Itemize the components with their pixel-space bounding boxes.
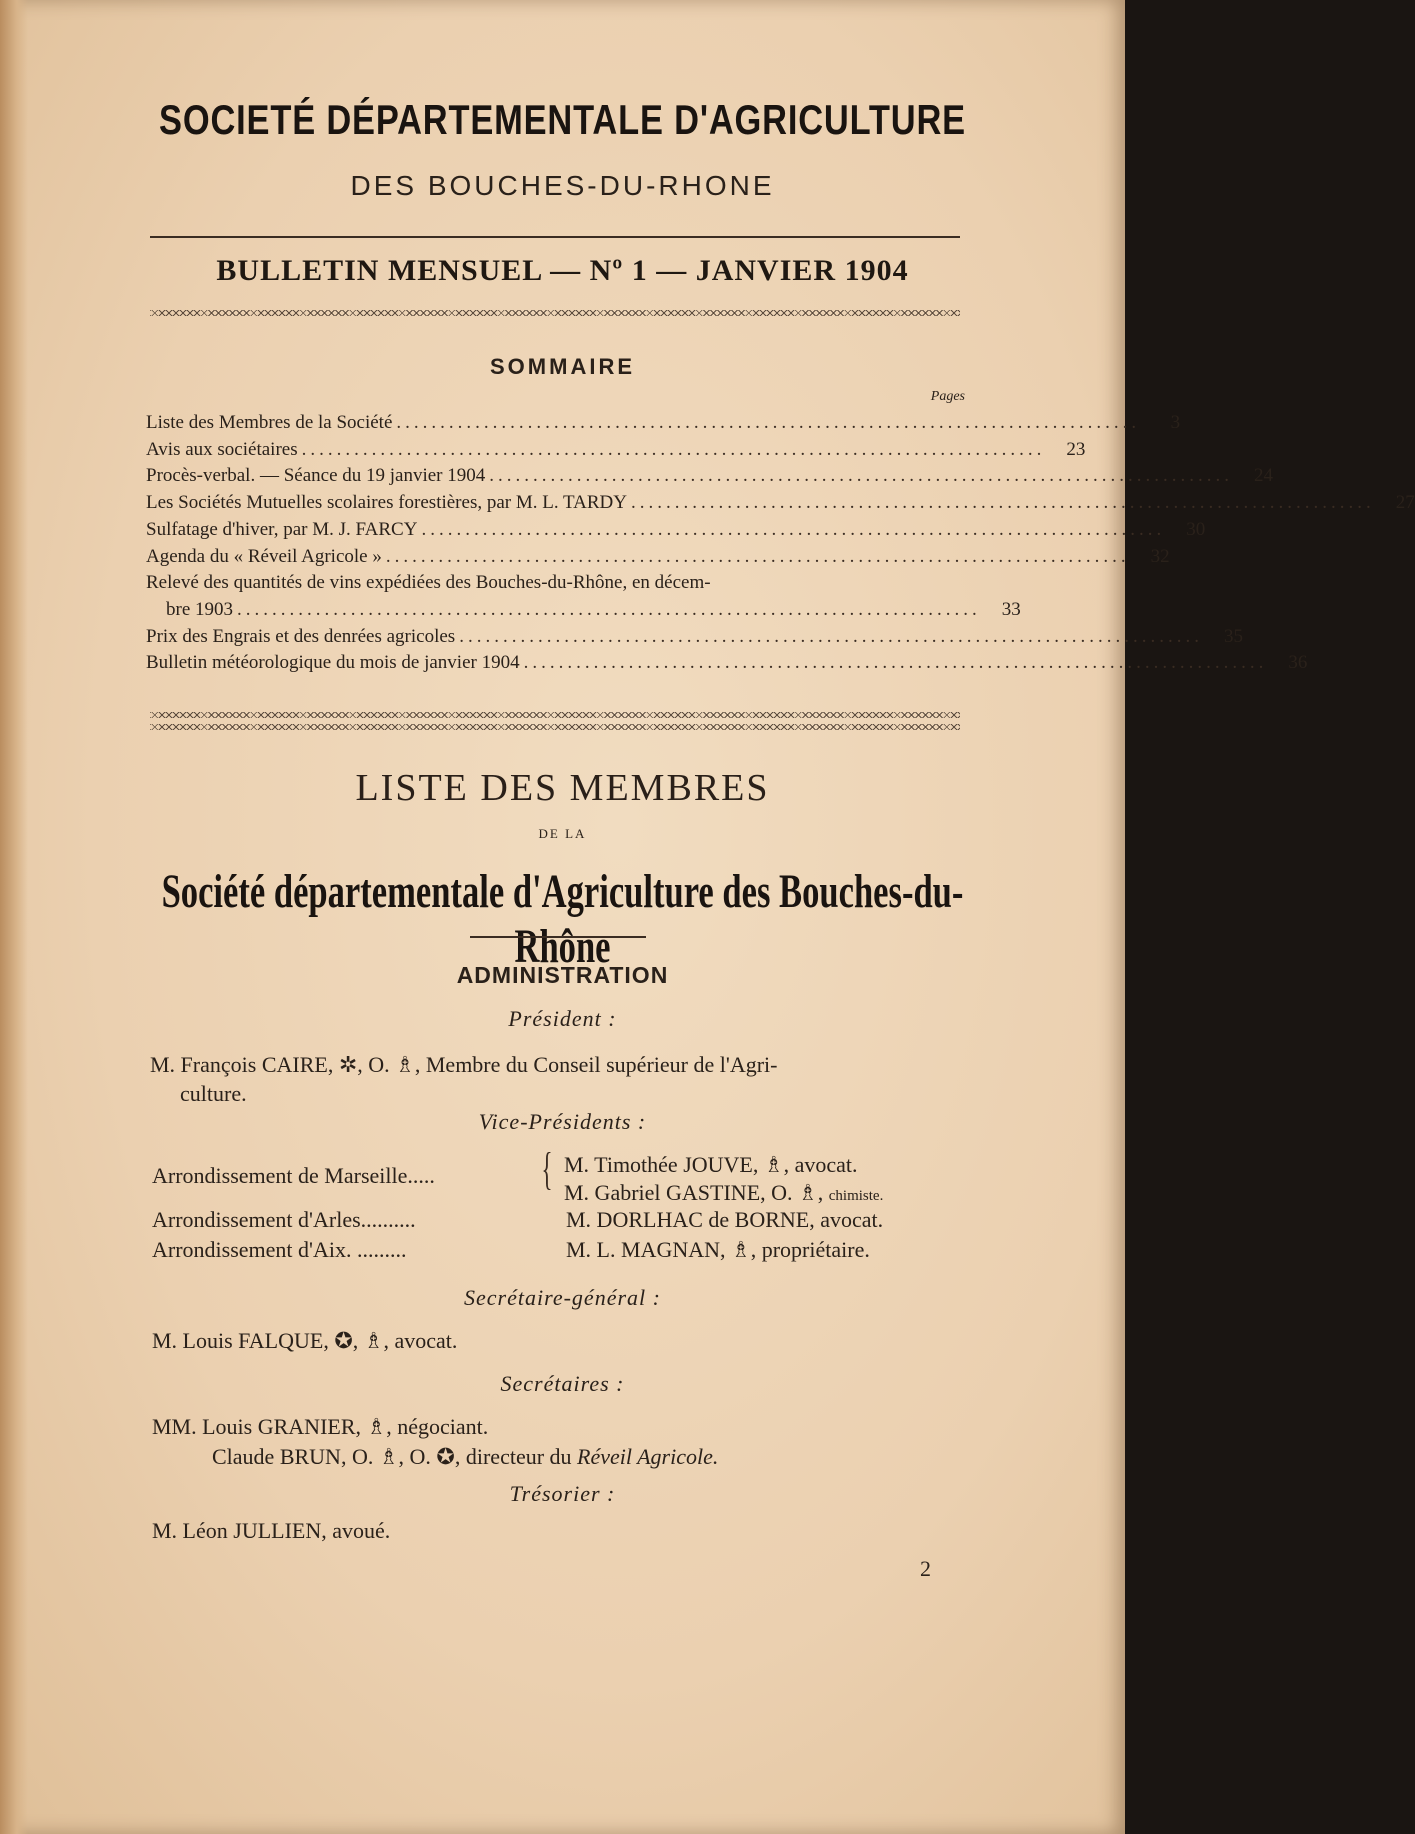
liste-heading: LISTE DES MEMBRES: [355, 767, 770, 809]
wavy-rule: [150, 724, 960, 730]
toc-entry: Sulfatage d'hiver, par M. J. FARCY: [146, 518, 418, 540]
toc-page: 35: [1223, 625, 1243, 647]
table-of-contents: [146, 410, 1415, 677]
administration-heading: ADMINISTRATION: [456, 962, 669, 988]
society-title: SOCIETÉ DÉPARTEMENTALE D'AGRICULTURE: [159, 96, 966, 143]
brace: {: [541, 1143, 553, 1194]
toc-page: 27: [1395, 492, 1415, 514]
toc-row: Liste des Membres de la Société ..................................................................................... 3: [146, 410, 966, 437]
toc-row: bre 1903 ..................................................................................... 33: [146, 597, 966, 624]
toc-page: 30: [1186, 518, 1206, 540]
toc-row: Avis aux sociétaires ..................................................................................... 23: [146, 437, 966, 464]
secretaire-general-label: Secrétaire-général :: [464, 1285, 661, 1310]
toc-row: Sulfatage d'hiver, par M. J. FARCY ..................................................................................... 30: [146, 517, 966, 544]
toc-page: 3: [1170, 412, 1181, 433]
marseille-label: Arrondissement de Marseille.....: [152, 1163, 435, 1188]
page-number: 2: [920, 1556, 931, 1581]
secretaire-general-line: M. Louis FALQUE, ✪, ♗, avocat.: [152, 1328, 458, 1353]
toc-entry: Avis aux sociétaires: [146, 438, 298, 460]
vice-presidents-label: Vice-Présidents :: [478, 1109, 647, 1134]
president-label: Président :: [508, 1006, 617, 1031]
tresorier-line: M. Léon JULLIEN, avoué.: [152, 1518, 391, 1543]
president-line: culture.: [180, 1081, 247, 1106]
secretaires-label: Secrétaires :: [500, 1371, 625, 1396]
vice-president-line: M. L. MAGNAN, ♗, propriétaire.: [566, 1237, 870, 1262]
toc-entry: Liste des Membres de la Société: [146, 412, 393, 433]
toc-row: [146, 570, 966, 597]
toc-row: Procès-verbal. — Séance du 19 janvier 1904 ..................................................................................... 24: [146, 463, 966, 490]
toc-page: 33: [1001, 598, 1021, 620]
de-la-label: DE LA: [538, 826, 587, 841]
toc-page: 36: [1288, 652, 1308, 674]
arles-label: Arrondissement d'Arles..........: [152, 1207, 416, 1232]
tresorier-label: Trésorier :: [509, 1481, 616, 1506]
toc-entry: Les Sociétés Mutuelles scolaires forestières, par M. L. TARDY: [146, 492, 627, 514]
vice-president-line: M. DORLHAC de BORNE, avocat.: [566, 1207, 884, 1232]
wavy-rule: [150, 712, 960, 718]
toc-entry: Agenda du « Réveil Agricole »: [146, 545, 382, 567]
toc-row: Les Sociétés Mutuelles scolaires forestières, par M. L. TARDY ..................................................................................... 27: [146, 490, 966, 517]
toc-row: Prix des Engrais et des denrées agricoles ..................................................................................... 35: [146, 624, 966, 651]
secretaire-line: Claude BRUN, O. ♗, O. ✪, directeur du Réveil Agricole.: [212, 1444, 719, 1469]
toc-entry: bre 1903: [166, 598, 234, 620]
toc-page: 32: [1150, 545, 1170, 567]
society-subtitle: DES BOUCHES-DU-RHONE: [350, 170, 775, 201]
aix-label: Arrondissement d'Aix. .........: [152, 1237, 407, 1262]
toc-row: Bulletin météorologique du mois de janvier 1904 ..................................................................................... 36: [146, 650, 966, 677]
bulletin-heading: BULLETIN MENSUEL — Nº 1 — JANVIER 1904: [216, 254, 909, 287]
toc-entry: Prix des Engrais et des denrées agricoles: [146, 625, 456, 647]
vice-president-line: M. Timothée JOUVE, ♗, avocat.: [564, 1152, 858, 1177]
secretaire-line: MM. Louis GRANIER, ♗, négociant.: [152, 1414, 489, 1439]
top-rule: [150, 236, 960, 238]
president-line: M. François CAIRE, ✲, O. ♗, Membre du Conseil supérieur de l'Agri-: [150, 1052, 778, 1077]
society-heading: Société départementale d'Agriculture des Bouches-du-Rhône: [161, 865, 964, 973]
toc-entry: Procès-verbal. — Séance du 19 janvier 1904: [146, 465, 486, 487]
toc-page: 23: [1066, 438, 1086, 460]
toc-row: Agenda du « Réveil Agricole » ..................................................................................... 32: [146, 544, 966, 571]
pages-column-label: Pages: [930, 389, 965, 404]
toc-entry: Bulletin météorologique du mois de janvier 1904: [146, 652, 520, 674]
sommaire-heading: SOMMAIRE: [490, 354, 635, 379]
wavy-rule: [150, 310, 960, 316]
toc-entry: Relevé des quantités de vins expédiées des Bouches-du-Rhône, en décem-: [146, 572, 711, 594]
short-rule: [470, 936, 646, 938]
vice-president-line: M. Gabriel GASTINE, O. ♗, chimiste.: [564, 1180, 884, 1205]
toc-page: 24: [1254, 465, 1274, 487]
